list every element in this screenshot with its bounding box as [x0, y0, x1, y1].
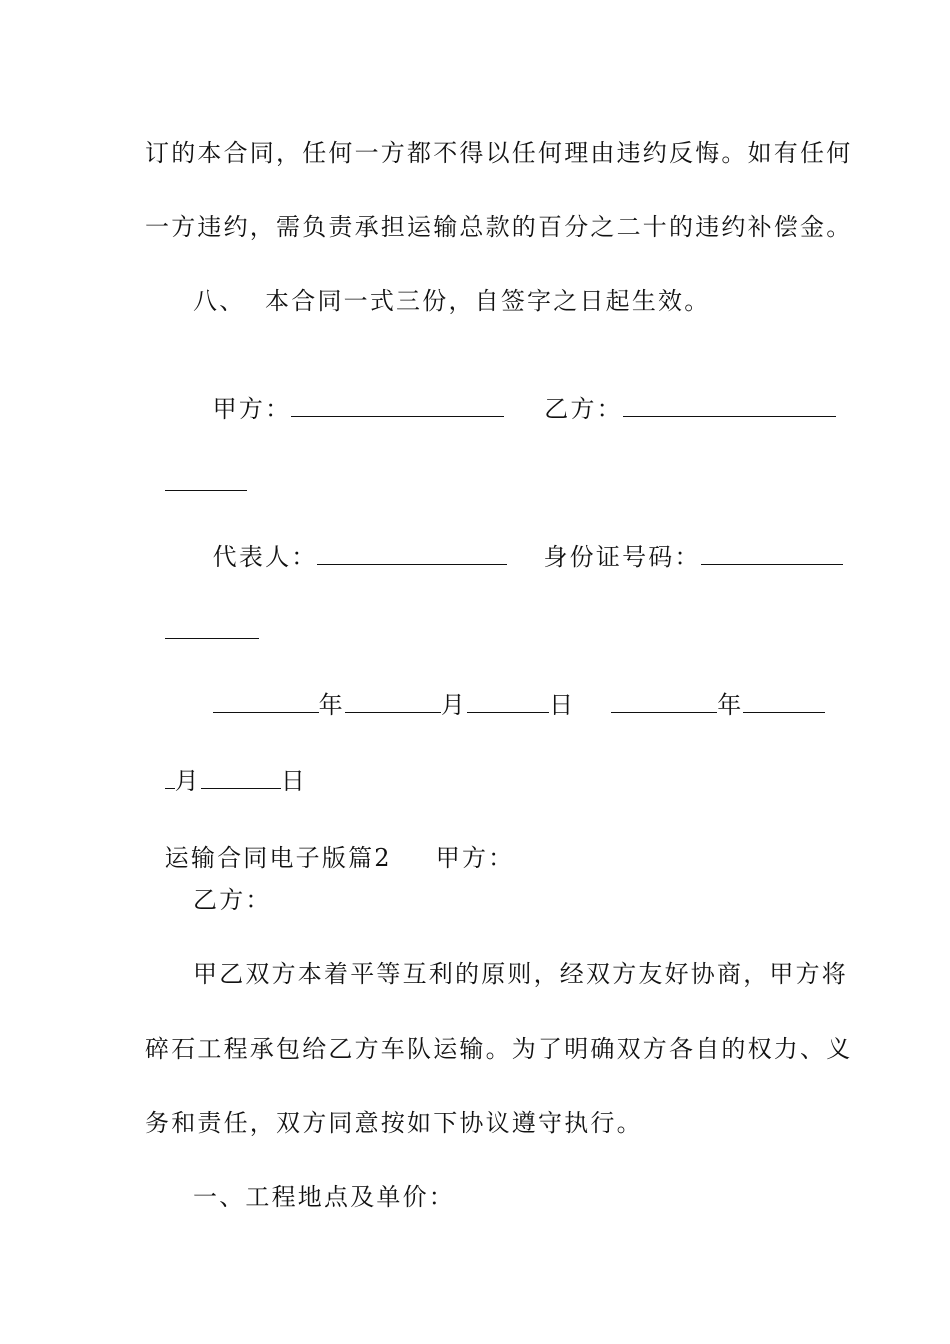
party-b-blank-continued [145, 435, 247, 499]
year-label: 年 [717, 691, 744, 719]
clause-eight: 八、 本合同一式三份，自签字之日起生效。 [193, 287, 711, 315]
paragraph-line: 务和责任，双方同意按如下协议遵守执行。 [145, 1109, 643, 1137]
paragraph-line: 甲乙双方本着平等互利的原则，经双方友好协商，甲方将 [193, 960, 848, 988]
item-one-heading: 一、工程地点及单价： [193, 1183, 455, 1211]
representative-blank [317, 542, 507, 565]
month-label: 月 [440, 691, 468, 719]
section2-party-a: 甲方： [435, 844, 515, 872]
text-line: 一方违约，需负责承担运输总款的百分之二十的违约补偿金。 [145, 213, 853, 241]
section2-title: 运输合同电子版篇2 [164, 844, 392, 872]
paragraph-line: 碎石工程承包给乙方车队运输。为了明确双方各自的权力、义 [145, 1035, 853, 1063]
month-label: 月 [174, 767, 201, 795]
party-b-label: 乙方： [544, 395, 623, 423]
representative-label: 代表人： [212, 543, 318, 571]
party-a-blank [291, 394, 504, 417]
day-label: 日 [280, 767, 308, 795]
year-label: 年 [318, 691, 345, 719]
text-line: 订的本合同，任何一方都不得以任何理由违约反悔。如有任何 [145, 139, 853, 167]
date-line [193, 657, 825, 721]
section2-party-b: 乙方： [193, 886, 272, 914]
id-number-label: 身份证号码： [543, 543, 701, 571]
id-number-blank [701, 542, 843, 565]
party-b-blank [623, 394, 836, 417]
date-line-continued [145, 733, 307, 797]
party-a-label: 甲方： [212, 395, 292, 423]
day-label: 日 [549, 691, 576, 719]
section2-header [145, 810, 514, 874]
party-signature-line [193, 361, 836, 425]
representative-line [193, 509, 843, 573]
id-number-blank-continued [145, 583, 259, 647]
